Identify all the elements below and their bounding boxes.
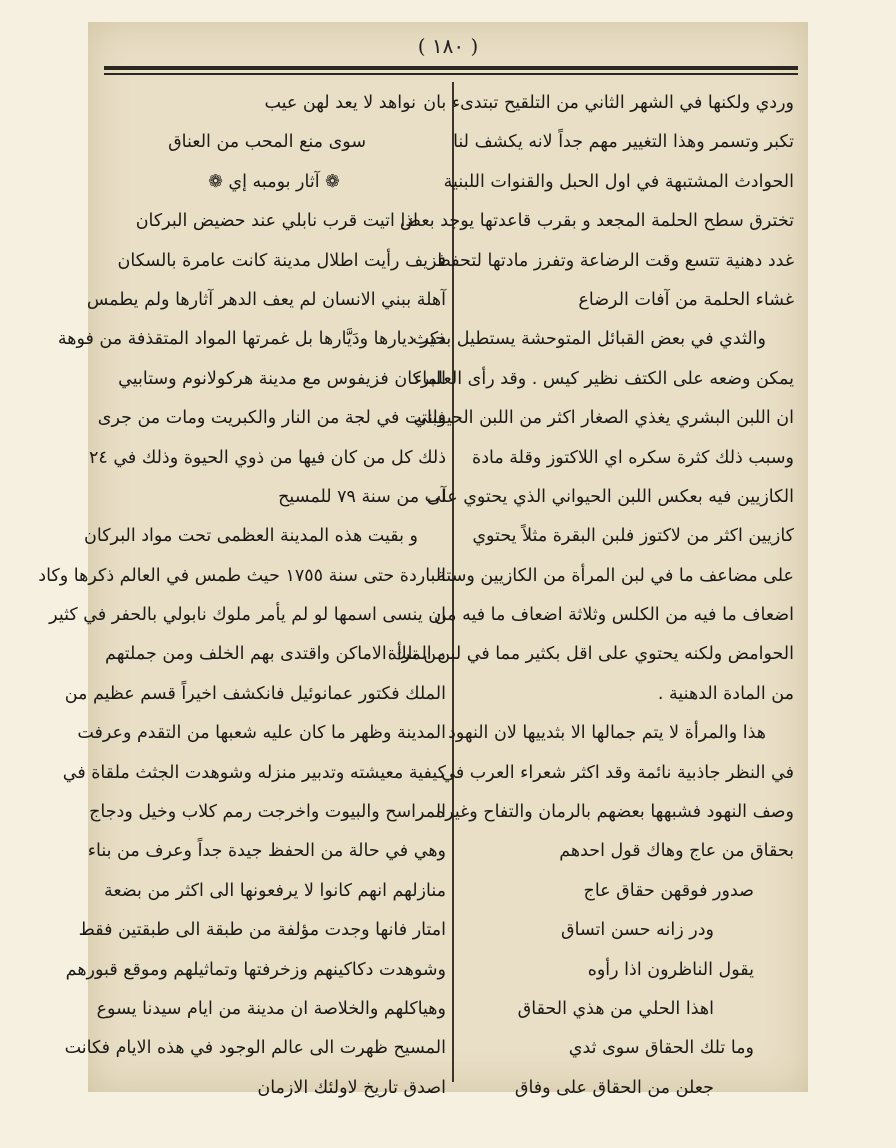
verse-line: اهذا الحلي من هذي الحقاق [517, 998, 714, 1019]
text-line: اصدق تاريخ لاولئك الازمان [257, 1077, 446, 1098]
paragraph-start: اذا اتيت قرب نابلي عند حضيض البركان [135, 211, 418, 232]
text-line: البركان فزيفوس مع مدينة هركولانوم وستابيي [118, 368, 446, 389]
verse-line: صدور فوقهن حقاق عاج [583, 880, 754, 901]
text-line: الكازيين فيه بعكس اللبن الحيواني الذي يحتوي على [426, 486, 794, 507]
verse-line: ودر زانه حسن اتساق [561, 920, 714, 941]
text-line: من تلك الاماكن واقتدى بهم الخلف ومن جملتهم [105, 644, 446, 665]
text-line: يمكن وضعه على الكتف نظير كيس . وقد رأى العلماء [413, 368, 794, 389]
text-line: وهي في حالة من الحفظ جيدة جداً وعرف من بناء [87, 841, 446, 862]
text-line: في النظر جاذبية نائمة وقد اكثر شعراء العرب في [441, 762, 794, 783]
text-line: الحوامض ولكنه يحتوي على اقل بكثير مما في لبن المرأة [387, 644, 794, 665]
paragraph-start: هذا والمرأة لا يتم جمالها الا بثدييها لان النهود [448, 723, 766, 744]
paragraph-start: و بقيت هذه المدينة العظمى تحت مواد البركان [84, 526, 418, 547]
text-line: كيفية معيشته وتدبير منزله وشوهدت الجثث ملقاة في [62, 762, 446, 783]
text-line: على مضاعف ما في لبن المرأة من الكازيين وستة [437, 565, 794, 586]
header-rule [104, 66, 798, 70]
text-line: آب من سنة ٧٩ للمسيح [278, 486, 446, 507]
text-line: ذلك كل من كان فيها من ذوي الحيوة وذلك في ٢٤ [88, 447, 446, 468]
text-line: تكبر وتسمر وهذا التغيير مهم جداً لانه يكشف لنا [453, 132, 794, 153]
verse-line: جعلن من الحقاق على وفاق [514, 1077, 714, 1098]
text-line: ذكر ديارها ودَيَّارها بل غمرتها المواد المتقذفة من فوهة [57, 329, 446, 350]
text-line: وهياكلهم والخلاصة ان مدينة من ايام سيدنا يسوع [96, 998, 446, 1019]
page-number: ( ١٨٠ ) [417, 34, 479, 58]
text-line: امتار فانها وجدت مؤلفة من طبقة الى طبقتين فقط [78, 920, 446, 941]
text-line: غشاء الحلمة من آفات الرضاع [578, 289, 794, 310]
verse-line: نواهد لا يعد لهن عيب [264, 93, 416, 113]
right-column [387, 84, 794, 1108]
text-line: غدد دهنية تتسع وقت الرضاعة وتفرز مادتها لتحفظ [434, 250, 794, 271]
text-line: فباتت في لجة من النار والكبريت ومات من جرى [97, 408, 446, 429]
text-line: اضعاف ما فيه من الكلس وثلاثة اضعاف ما فيه من [433, 605, 794, 626]
text-line: وشوهدت دكاكينهم وزخرفتها وتماثيلهم وموقع قبورهم [65, 959, 446, 980]
left-column [38, 84, 446, 1108]
text-line: ان ينسى اسمها لو لم يأمر ملوك نابولي بالحفر في كثير [49, 605, 446, 626]
text-line: المسيح ظهرت الى عالم الوجود في هذه الايام فكانت [64, 1038, 446, 1059]
text-line: كازيين اكثر من لاكتوز فلبن البقرة مثلاً يحتوي [472, 526, 794, 547]
text-line: المراسح والبيوت واخرجت رمم كلاب وخيل ودجاج [89, 802, 446, 823]
text-line: الباردة حتى سنة ١٧٥٥ حيث طمس في العالم ذكرها وكاد [38, 565, 446, 586]
verse-line: وما تلك الحقاق سوى ثدي [568, 1038, 754, 1059]
text-line: ان اللبن البشري يغذي الصغار اكثر من اللبن الحيواني [413, 408, 794, 429]
verse-line: يقول الناظرون اذا رأوه [587, 959, 754, 980]
text-line: وسبب ذلك كثرة سكره اي اللاكتوز وقلة مادة [472, 447, 794, 468]
header-rule-thin [104, 73, 798, 75]
text-line: وردي ولكنها في الشهر الثاني من التلقيح تبتدىء بان [423, 93, 794, 113]
text-line: من المادة الدهنية . [657, 683, 794, 704]
paragraph-start: والثدي في بعض القبائل المتوحشة يستطيل بحيث [412, 329, 766, 350]
text-line: المدينة وظهر ما كان عليه شعبها من التقدم وعرفت [77, 723, 446, 744]
text-line: الحوادث المشتبهة في اول الحبل والقنوات اللبنية [443, 171, 794, 192]
text-line: تخترق سطح الحلمة المجعد و بقرب قاعدتها يوجد بعض [399, 211, 794, 232]
section-heading: ❁ آثار بومبه إي ❁ [208, 171, 340, 192]
newspaper-page [38, 22, 808, 1098]
text-line: منازلهم انهم كانوا لا يرفعونها الى اكثر من بضعة [104, 880, 446, 901]
text-line: الملك فكتور عمانوئيل فانكشف اخيراً قسم عظيم من [64, 683, 446, 704]
verse-line: سوى منع المحب من العناق [168, 132, 366, 153]
text-line: فزيف رأيت اطلال مدينة كانت عامرة بالسكان [117, 250, 446, 271]
text-line: بحقاق من عاج وهاك قول احدهم [559, 841, 794, 862]
text-line: وصف النهود فشبهها بعضهم بالرمان والتفاح وغيره [436, 802, 794, 823]
text-line: آهلة ببني الانسان لم يعف الدهر آثارها ولم يطمس [86, 289, 446, 310]
